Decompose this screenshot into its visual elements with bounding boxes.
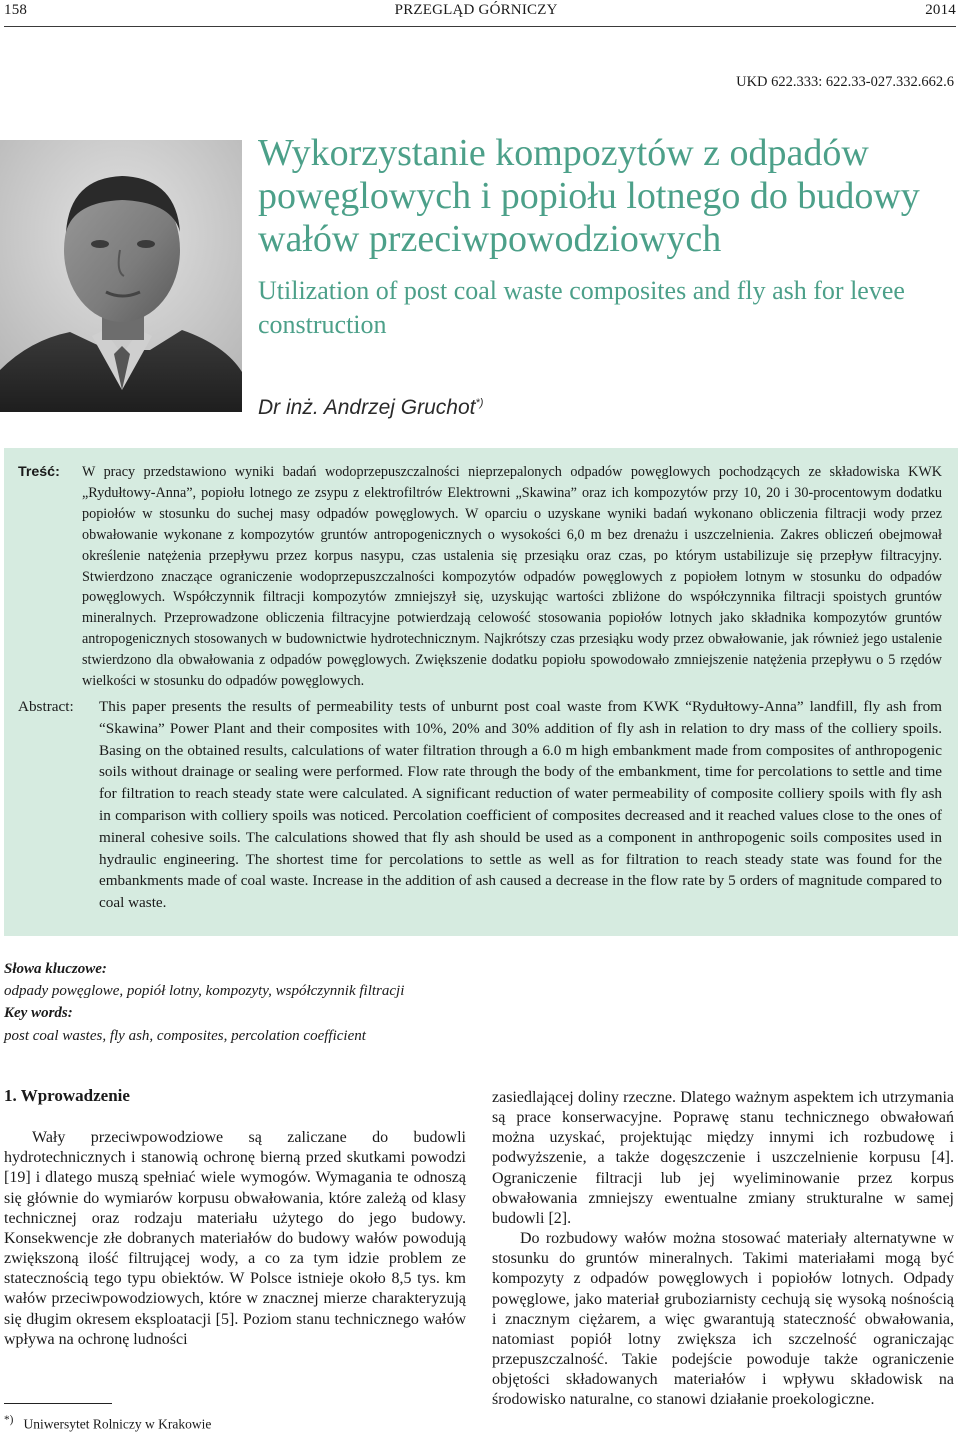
author-photo bbox=[0, 140, 242, 412]
abstract-box bbox=[4, 448, 958, 936]
author-line bbox=[258, 396, 483, 420]
tresc-text: W pracy przedstawiono wyniki badań wodoprzepuszczalności nieprzepalonych odpadów powęglowych pochodzących ze składowiska KWK „Rydułtowy-Anna”, popiołu lotnego ze zsypu z elektrofiltrów Elektrowni „Skawina” oraz ich kompozytów przy 10, 20 i 30-procentowym dodatku popiołów w stosunku do suchej masy odpadów powęglowych. W oparciu o uzyskane wyniki badań wykonano obliczenia filtracji wody przez obwałowanie wykonane z kompozytów gruntów antropogenicznych o wysokości 6,0 m bez drenażu i uszczelnienia. Zakres obliczeń obejmował określenie natężenia przepływu przez korpus nasypu, czas ustalenia się przesiąku oraz czas, po którym ustabilizuje się przepływ filtracyjny. Stwierdzono znaczące ograniczenie wodoprzepuszczalności kompozytów odpadów powęglowych z popiołem lotnym w stosunku do odpadów powęglowych. Współczynnik filtracji kompozytów zmniejszył się, uzyskując wartości zbliżone do współczynnika filtracji spoistych gruntów mineralnych. Przeprowadzone obliczenia filtracyjne potwierdzają celowość stosowania popiołów lotnych jako składnika kompozytów gruntów antropogenicznych stosowanych w budownictwie hydrotechnicznym. Najkrótszy czas przesiąku wody przez obwałowanie, jak również jego ustalenie stwierdzono dla obwałowania z odpadów powęglowych. Zwiększenie dodatku popiołu spowodowało zmniejszenie natężenia przepływu o 5 rzędów wielkości w stosunku do odpadów powęglowych. bbox=[82, 464, 942, 690]
keywords-en-text: post coal wastes, fly ash, composites, percolation coefficient bbox=[4, 1027, 366, 1044]
abstract-label: Abstract: bbox=[18, 697, 74, 715]
section-heading: 1. Wprowadzenie bbox=[4, 1086, 130, 1105]
journal-name: PRZEGLĄD GÓRNICZY bbox=[394, 2, 558, 18]
keywords-section bbox=[4, 958, 564, 1047]
keywords-en-label: Key words: bbox=[4, 1005, 73, 1022]
abstract-block bbox=[18, 696, 942, 914]
footnote-text: Uniwersytet Rolniczy w Krakowie bbox=[23, 1416, 212, 1432]
abstract-text: This paper presents the results of permeability tests of unburnt post coal waste from KWK “Rydułtowy-Anna” landfill, fly ash from “Skawina” Power Plant and their composites with 10%, 20% and 30% addition of fly ash in relation to dry mass of the colliery spoils. Basing on the obtained results, calculations of water filtration through a 6.0 m high embankment made from composites of anthropogenic soils without drainage or sealing were performed. Flow rate through the body of the embankment, time for percolations to settle and time for filtration to reach steady state were calculated. A significant reduction of water permeability of composite colliery spoils with fly ash in comparison with colliery spoils was noticed. Percolation coefficient of composites decreased and it reached values close to the ones of mineral cohesive soils. The calculations showed that fly ash should be used as a component in anthropogenic soils composites used in hydraulic engineering. The shortest time for percolations to settle as well as for filtration to reach steady state was found for the embankments made of coal waste. Increase in the addition of ash caused a decrease in the flow rate by 5 orders of magnitude compared to coal waste. bbox=[99, 697, 942, 912]
publication-year: 2014 bbox=[925, 2, 956, 18]
running-header bbox=[4, 2, 956, 24]
footnote-divider bbox=[4, 1403, 112, 1404]
tresc-block bbox=[18, 462, 942, 692]
intro-paragraph-right-1: zasiedlającej doliny rzeczne. Dlatego ważnym aspektem ich utrzymania są prace konserwacyjne. Poprawę stanu technicznego obwałowań można uzyskać, projektując między innymi ich rozbudowę i podwyższenie, a także dogęszczenie i uszczelnienie korpusu [4]. Ograniczenie filtracji lub jej wyeliminowanie przez korpus obwałowania zmniejszy ewentualne zmiany strukturalne w samej budowli [2]. bbox=[492, 1089, 954, 1227]
intro-paragraph-right-2: Do rozbudowy wałów można stosować materiały alternatywne w stosunku do gruntów mineralnych. Takimi materiałami mogą być kompozyty z odpadów powęglowych i popiołów lotnych. Odpady powęglowe, jako materiał gruboziarnisty cechują się wysoką nośnością i znacznym ciężarem, a więc gwarantują stateczność obwałowania, natomiast popiół lotny zwiększa ich szczelność ograniczając przepuszczalność. Takie podejście powoduje także ograniczenie objętości składowanych materiałów i wpływu składowisk na środowisko naturalne, co stanowi działanie proekologiczne. bbox=[492, 1230, 954, 1409]
article-subtitle: Utilization of post coal waste composites and fly ash for levee construction bbox=[258, 276, 905, 339]
article-title: Wykorzystanie kompozytów z odpadów powęglowych i popiołu lotnego do budowy wałów przeciwpowodziowych bbox=[258, 132, 920, 260]
udk-classification: UKD 622.333: 622.33-027.332.662.6 bbox=[736, 74, 954, 90]
author-name: Dr inż. Andrzej Gruchot bbox=[258, 396, 476, 419]
intro-paragraph-left: Wały przeciwpowodziowe są zaliczane do budowli hydrotechnicznych i stanowią ochronę bierną przed skutkami powodzi [19] i dlatego muszą spełniać wiele wymogów. Wymagania te odnoszą się głównie do wymiarów korpusu obwałowania, które zależą od klasy technicznej oraz rodzaju materiału użytego do jego budowy. Konsekwencje złe dobranych materiałów do budowy wałów powodują zwiększoną ilość filtrującej wody, a co za tym idzie problem ze statecznością tego typu obiektów. W Polsce istnieje około 8,5 tys. km wałów przeciwpowodziowych, które w znacznej mierze charakteryzują się długim okresem eksploatacji [5]. Poziom stanu technicznego wałów wpływa na ochronę ludności bbox=[4, 1129, 466, 1348]
header-divider bbox=[4, 26, 956, 27]
keywords-pl-text: odpady powęglowe, popiół lotny, kompozyty, współczynnik filtracji bbox=[4, 983, 405, 1000]
page-number: 158 bbox=[4, 2, 28, 18]
right-column bbox=[492, 1088, 954, 1411]
author-portrait-image bbox=[0, 140, 242, 412]
tresc-label: Treść: bbox=[18, 464, 60, 480]
keywords-pl-label: Słowa kluczowe: bbox=[4, 961, 107, 977]
left-column bbox=[4, 1086, 466, 1350]
author-footnote-mark: *) bbox=[475, 397, 484, 409]
footnote bbox=[4, 1411, 211, 1434]
footnote-mark: *) bbox=[4, 1414, 14, 1426]
